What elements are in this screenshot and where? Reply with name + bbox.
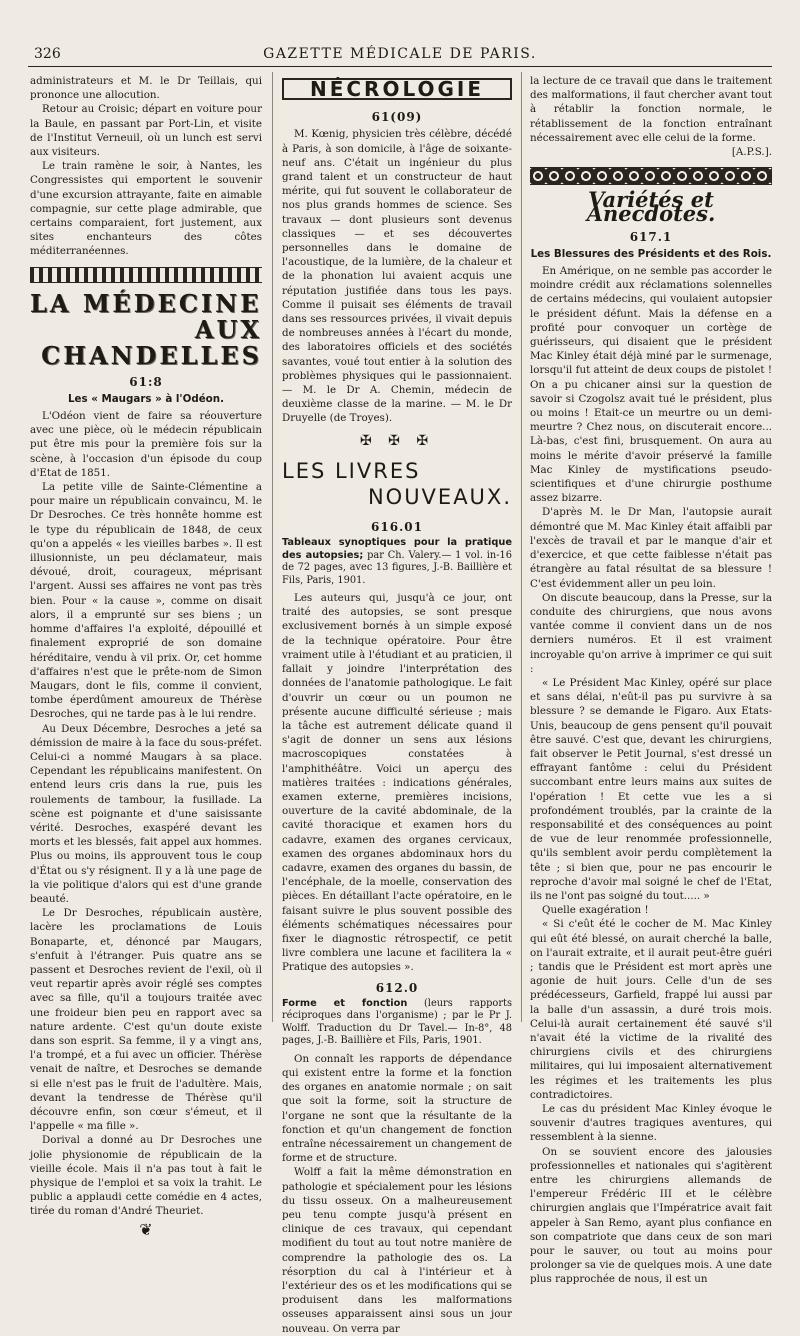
- book-title: Forme et fonction: [282, 997, 408, 1009]
- book-details: (leurs rapports réciproques dans l'organisme) ; par le Pr J. Wolff. Traduction du Dr Tavel.— In-8°, 48 pages, J.-B. Baillière et Fils, Paris, 1901.: [282, 997, 512, 1047]
- paragraph: Le cas du président Mac Kinley évoque le souvenir d'autres tragiques aventures, qui ressemblent à la sienne.: [530, 1103, 772, 1144]
- section-title-necrologie: NÉCROLOGIE: [282, 78, 512, 100]
- ornament-divider: [30, 267, 262, 283]
- paragraph: Quelle exagération !: [542, 904, 649, 917]
- column-right: [530, 74, 772, 1287]
- column-middle: [282, 74, 512, 1336]
- section-title-line: NOUVEAUX.: [367, 484, 512, 509]
- article-number: 617.1: [629, 229, 673, 244]
- section-title-line: LES LIVRES: [282, 458, 421, 483]
- article-number: 612.0: [375, 980, 419, 995]
- end-ornament-icon: ❦: [139, 1219, 153, 1239]
- article-number: 616.01: [371, 519, 423, 534]
- paragraph: Dorival a donné au Dr Desroches une jolie physionomie de républicain de la vieille école. Mais il n'a pas tout à fait le physique de l'emploi et sa voix la trahit. Le public a applaudi cette comédie en 4 actes, tirée du roman d'André Theuriet.: [30, 1134, 262, 1218]
- ornament-divider: [530, 167, 772, 185]
- book-title: Tableaux synoptiques pour la pratique des autopsies;: [282, 537, 512, 561]
- paragraph: On discute beaucoup, dans la Presse, sur la conduite des chirurgiens, que nous avons vantée comme il convient dans un de nos derniers numéros. Et il est vraiment incroyable qu'on arrive à imprimer ce qui suit :: [530, 591, 772, 675]
- paragraph: Le Dr Desroches, républicain austère, lacère les proclamations de Louis Bonaparte, et, dénoncé par Maugars, s'enfuit à l'étranger. Puis quatre ans se passent et Desroches revient de l'exil, où il veut repartir après avoir réglé ses comptes avec sa fille, qu'il a toujours traitée avec une froideur bien peu en rapport avec sa nature ardente. C'est qu'un doute existe dans son esprit. Sa femme, il y a vingt ans, l'a trompé, et a fui avec un officier. Thérèse venait de naître, et Desroches se demande si elle n'est pas le fruit de l'adultère. Mais, devant la tendresse de Thérèse qu'il découvre enfin, son cœur s'émeut, et il l'appelle « ma fille ».: [30, 907, 262, 1133]
- paragraph: Retour au Croisic; départ en voiture pour la Baule, en passant par Port-Lin, et visite de l'Institut Verneuil, où un lunch est servi aux visiteurs.: [30, 103, 262, 159]
- article-number: 61:8: [129, 374, 163, 389]
- paragraph: Le train ramène le soir, à Nantes, les Congressistes qui emportent le souvenir d'une excursion attrayante, faite en aimable compagnie, sur cette plage admirable, que certains comparaient, fort justement, aux sites enchanteurs des côtes méditerranéennes.: [30, 160, 262, 258]
- paragraph: La petite ville de Sainte-Clémentine a pour maire un républicain convaincu, M. le Dr Desroches. Ce très honnête homme est le type du républicain de 1848, de ceux qu'on a appelés « les vieilles barbes ». Il est illusionniste, un peu déclamateur, mais dévoué, droit, courageux, méprisant l'argent. Aussi ses affaires ne vont pas très bien. Pour « la cause », comme on disait alors, il a emprunté sur ses biens ; un homme d'affaires l'a exploité, dépouillé et finalement exproprié de son domaine héréditaire, vendu à vil prix. Or, cet homme d'affaires n'est que le prête-nom de Simon Maugars, dont le fils, comme il convient, tombe éperdûment amoureux de Thérèse Desroches, qui ne tarde pas à le lui rendre.: [30, 481, 262, 721]
- paragraph: « Le Président Mac Kinley, opéré sur place et sans délai, n'eût-il pas pu survivre à sa blessure ? se demande le Figaro. Aux Etats-Unis, beaucoup de gens pensent qu'il pouvait être sauvé. C'est que, devant les chirurgiens, fait observer le Petit Journal, s'est dressé un effrayant fantôme : celui du Président succombant entre leurs mains aux suites de l'opération ! Et cette vue les a si profondément troublés, par la crainte de la responsabilité et des conséquences au point de vue de leur renommée professionnelle, qu'ils semblent avoir perdu complètement la tête ; si bien que, pour ne pas encourir le reproche d'avoir mal soigné le chef de l'Etat, ils ne l'ont pas soigné du tout..... »: [530, 676, 772, 902]
- article-subtitle: Les « Maugars » à l'Odéon.: [67, 392, 224, 405]
- book-reference: [282, 998, 512, 1048]
- column-divider: [272, 72, 273, 1022]
- paragraph: Les auteurs qui, jusqu'à ce jour, ont traité des autopsies, se sont presque exclusivement bornés à un simple exposé de la technique opératoire. Pour être vraiment utile à l'étudiant et au praticien, il fallait y joindre l'interprétation des données de l'anatomie pathologique. Le fait d'ouvrir un cœur ou un poumon ne présente aucune difficulté sérieuse ; mais la tâche est autrement délicate quand il s'agit de donner un sens aux lésions macroscopiques constatées à l'amphithéâtre. Voici un aperçu des matières traitées : indications générales, examen externe, premières incisions, ouverture de la cavité abdominale, de la cavité thoracique et examen hors du cadavre, examen des organes cervicaux, examen des organes abdominaux hors du cadavre, examen des organes du bassin, de l'encéphale, de la moelle, conservation des pièces. En détaillant l'acte opératoire, en le faisant suivre le plus souvent possible des éléments schématiques nécessaires pour fixer le diagnostic rétrospectif, ce petit livre comblera une lacune et facilitera la « Pratique des autopsies ».: [282, 592, 512, 974]
- paragraph: « Si c'eût été le cocher de M. Mac Kinley qui eût été blessé, on aurait cherché la balle, on l'aurait extraite, et il aurait peut-être guéri ; tandis que le Président est mort après une agonie de huit jours. Celle d'un de ses prédécesseurs, Garfield, frappé lui aussi par la balle d'un assassin, a duré trois mois. Celui-là aurait certainement été sauvé s'il n'avait été la victime de la rivalité des chirurgiens civils et des chirurgiens militaires, qui lui imposaient alternativement les régimes et les traitements les plus contradictoires.: [530, 918, 772, 1101]
- section-title-livres: [282, 458, 512, 510]
- crosses-ornament: ✠ ✠ ✠: [359, 432, 435, 449]
- paragraph: D'après M. le Dr Man, l'autopsie aurait démontré que M. Mac Kinley était affaibli par l'excès de travail et par le manque d'air et d'exercice, et que cette faiblesse n'était pas étrangère au fatal résultat de sa blessure ! C'est évidemment aller un peu loin.: [530, 506, 772, 590]
- page-header: [28, 44, 772, 67]
- paragraph: Wolff a fait la même démonstration en pathologie et spécialement pour les lésions du tissu osseux. On a malheureusement peu tenu compte jusqu'à présent en clinique de ces travaux, qui cependant modifient du tout au tout notre manière de comprendre la pathologie des os. La résorption du cal à l'intérieur et à l'extérieur des os et les modifications qui se produisent dans les malformations osseuses apparaissent ainsi sous un jour nouveau. On verra par: [282, 1166, 512, 1335]
- paragraph: On connaît les rapports de dépendance qui existent entre la forme et la fonction des organes en anatomie normale ; on sait que soit la forme, soit la structure de l'organe ne sont que la résultante de la fonction et qu'un changement de fonction entraîne nécessairement un changement de forme et de structure.: [282, 1052, 512, 1165]
- column-divider: [521, 72, 522, 1022]
- paragraph: En Amérique, on ne semble pas accorder le moindre crédit aux réclamations solennelles de certains médecins, qui voulaient autopsier le président défunt. Mais la défense en a profité pour convoquer un cortège de guérisseurs, qui disaient que le président Mac Kinley était déjà miné par le surmenage, lorsqu'il fut atteint de deux coups de pistolet ! On a pu chicaner ainsi sur la question de savoir si Czogolsz avait tué le président, plus ou moins ! Etait-ce un meurtre ou un demi-meurtre ? Chez nous, on discuterait encore... Là-bas, c'est fini, brusquement. On aura au moins le mérite d'avoir préservé la famille Mac Kinley de mystifications pseudo-scientifiques et d'une chirurgie posthume assez bizarre.: [530, 265, 772, 505]
- section-title-medecine: [30, 288, 262, 370]
- page-number: 326: [34, 46, 61, 62]
- paragraph: On se souvient encore des jalousies professionnelles et nationales qui s'agitèrent entre les chirurgiens allemands de l'empereur Frédéric III et le célèbre chirurgien anglais que l'Impératrice avait fait appeler à San Remo, ayant plus confiance en son compatriote que dans ceux de son mari pour le sauver, ou tout au moins pour prolonger sa vie de quelques mois. A une date plus rapprochée de nous, il est un: [530, 1145, 772, 1286]
- section-title-line: AUX CHANDELLES: [41, 314, 262, 370]
- section-title-line: LA MÉDECINE: [30, 288, 262, 318]
- article-number: 61(09): [371, 110, 423, 125]
- signature: [A.P.S.].: [731, 146, 772, 159]
- paragraph: la lecture de ce travail que dans le traitement des malformations, il faut chercher avant tout à rétablir la fonction normale, le rétablissement de la fonction entraînant nécessairement avec elle celui de la forme.: [530, 75, 772, 144]
- article-subtitle: Les Blessures des Présidents et des Rois.: [530, 247, 772, 260]
- column-left: [30, 74, 262, 1237]
- book-details: par Ch. Valery.— 1 vol. in-16 de 72 pages, avec 13 figures, J.-B. Baillière et Fils, Paris, 1901.: [282, 549, 513, 586]
- section-title-varietes: Variétés et Anecdotes.: [586, 187, 716, 227]
- paragraph: administrateurs et M. le Dr Teillais, qui prononce une allocution.: [30, 75, 262, 102]
- journal-title: GAZETTE MÉDICALE DE PARIS.: [263, 46, 537, 62]
- paragraph: L'Odéon vient de faire sa réouverture avec une pièce, où le médecin républicain put être mis pour la première fois sur la scène, à l'occasion d'un épisode du coup d'Etat de 1851.: [30, 410, 262, 479]
- paragraph: M. Kœnig, physicien très célèbre, décédé à Paris, à son domicile, à l'âge de soixante-neuf ans. C'était un ingénieur du plus grand talent et un constructeur de haut mérite, qui fut souvent le collaborateur de nos plus grands hommes de science. Ses travaux — dont plusieurs sont devenus classiques — et ses découvertes personnelles dans le domaine de l'acoustique, de la lumière, de la chaleur et de la phonation lui avaient acquis une réputation justifiée dans tous les pays. Comme il puisait ses éléments de travail dans ses ressources privées, il vivait depuis de nombreuses années à l'écart du monde, des laboratoires officiels et des sociétés savantes, voué tout entier à la solution des problèmes physiques qui le passionnaient. — M. le Dr A. Chemin, médecin de deuxième classe de la marine. — M. le Dr Druyelle (de Troyes).: [282, 128, 512, 425]
- paragraph: Au Deux Décembre, Desroches a jeté sa démission de maire à la face du sous-préfet. Celui-ci a nommé Maugars à sa place. Cependant les républicains manifestent. On entend leurs cris dans la rue, puis les roulements de tambour, la fusillade. La scène est poignante et d'une saisissante vérité. Desroches, exaspéré devant les morts et les blessés, fait appel aux hommes. Plus ou moins, ils approuvent tous le coup d'État ou s'y résignent. Il y a là une page de la vie politique d'alors qui est d'une grande beauté.: [30, 722, 262, 905]
- book-reference: [282, 537, 512, 587]
